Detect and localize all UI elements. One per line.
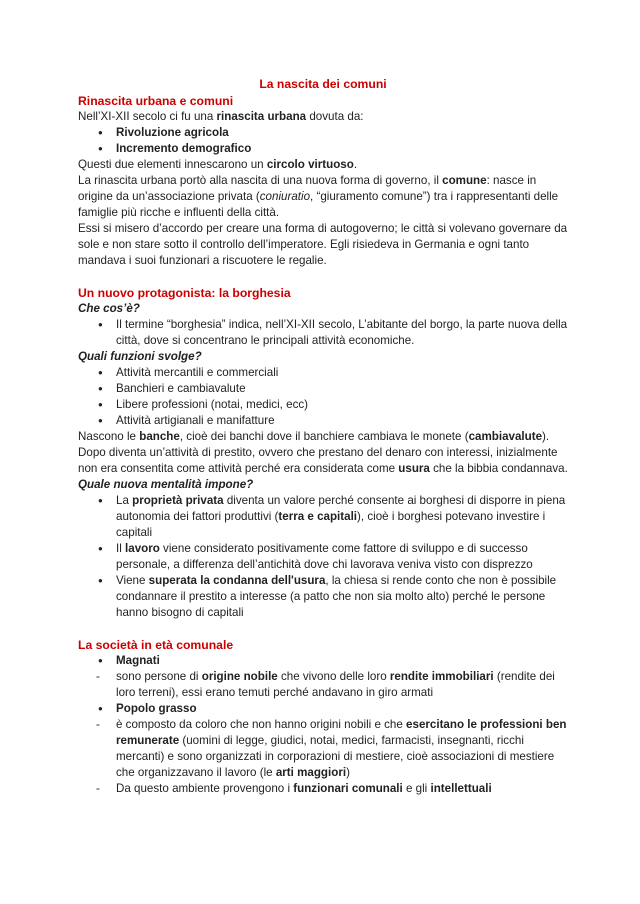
list-item — [78, 541, 568, 573]
bold-text: Popolo grasso — [116, 702, 197, 715]
text: che la bibbia condannava. — [429, 462, 568, 475]
society-list — [78, 653, 568, 797]
bold-text: origine nobile — [201, 670, 278, 683]
list-item: ● Attività mercantili e commerciali — [78, 365, 568, 381]
paragraph: Essi si misero d’accordo per creare una forma di autogoverno; le città si volevano governare da sole e non stare sotto il controllo dell’imperatore. Egli risiedeva in Germania e ogni tanto mandava i suoi funzionari a riscuotere le regalie. — [78, 222, 568, 267]
list-item — [78, 717, 568, 781]
text: Nell’XI-XII secolo ci fu una — [78, 110, 217, 123]
text: , “giuramento comune”) tra i rappresentanti delle famiglie più ricche e influenti della città. — [78, 190, 559, 219]
text: : nasce in origine da un’associazione privata ( — [78, 174, 537, 203]
text: , cioè dei banchi dove il banchiere cambiava le monete ( — [179, 430, 469, 443]
bold-text: banche — [139, 430, 180, 443]
paragraph — [78, 109, 568, 125]
bold-text: Incremento demografico — [116, 142, 252, 155]
text: Nascono le — [78, 430, 140, 443]
bold-text: rinascita urbana — [216, 110, 307, 123]
bold-text: lavoro — [125, 542, 160, 555]
bold-text: proprietà privata — [132, 494, 224, 507]
bold-text: rendite immobiliari — [389, 670, 494, 683]
subheading: Che cos’è? — [78, 302, 140, 315]
subheading: Quali funzioni svolge? — [78, 350, 202, 363]
text: dovuta da: — [306, 110, 364, 123]
text: ), cioè i borghesi potevano investire i capitali — [116, 510, 546, 539]
bold-text: usura — [398, 462, 430, 475]
list-item — [78, 125, 568, 141]
list-item: ● Attività artigianali e manifatture — [78, 413, 568, 429]
bold-text: superata la condanna dell'usura — [148, 574, 326, 587]
bullet-list — [78, 365, 568, 429]
text: che vivono delle loro — [277, 670, 390, 683]
bold-text: circolo virtuoso — [266, 158, 354, 171]
text: viene considerato positivamente come fattore di sviluppo e di successo personale, a differenza dell’antichità dove chi lavorava veniva visto con disprezzo — [116, 542, 533, 571]
text: è composto da coloro che non hanno origini nobili e che — [116, 718, 407, 731]
list-item — [78, 653, 568, 669]
list-item: ● Libere professioni (notai, medici, ecc) — [78, 397, 568, 413]
bold-text: intellettuali — [430, 782, 492, 795]
section-heading-rinascita: Rinascita urbana e comuni — [78, 94, 234, 108]
subheading: Quale nuova mentalità impone? — [78, 478, 254, 491]
bullet-list — [78, 317, 568, 349]
bullet-list — [78, 493, 568, 621]
section-heading-borghesia: Un nuovo protagonista: la borghesia — [78, 286, 291, 300]
text: ). Dopo diventa un’attività di prestito, ovvero che prestano del denaro con interessi, inizialmente non era consentita come attività perché era considerata come — [78, 430, 558, 475]
text: diventa un valore perché consente ai borghesi di disporre in piena autonomia dei fattori produttivi ( — [116, 494, 566, 523]
text: Viene — [116, 574, 149, 587]
bold-text: arti maggiori — [275, 766, 347, 779]
list-item: ● Banchieri e cambiavalute — [78, 381, 568, 397]
text: La rinascita urbana portò alla nascita di una nuova forma di governo, il — [78, 174, 443, 187]
list-item — [78, 701, 568, 717]
bold-text: cambiavalute — [468, 430, 543, 443]
text: e gli — [402, 782, 431, 795]
list-item — [78, 573, 568, 621]
bullet-list — [78, 125, 568, 157]
text: . — [353, 158, 358, 171]
text: Da questo ambiente provengono i — [116, 782, 294, 795]
document-page — [78, 76, 568, 797]
text: Il — [116, 542, 126, 555]
list-item — [78, 493, 568, 541]
paragraph — [78, 173, 568, 221]
document-title: La nascita dei comuni — [259, 77, 387, 91]
text: Questi due elementi innescarono un — [78, 158, 267, 171]
list-item — [78, 669, 568, 701]
text: , la chiesa si rende conto che non è possibile condannare il prestito a interesse (a patto che non sia molto alto) perché le persone hanno bisogno di capitali — [116, 574, 557, 619]
text: ) — [346, 766, 350, 779]
text: (uomini di legge, giudici, notai, medici, farmacisti, insegnanti, ricchi mercanti) e sono organizzati in corporazioni di mestiere, cioè associazioni di mestiere che organizzavano il lavoro (le — [116, 734, 555, 779]
bold-text: Magnati — [116, 654, 160, 667]
text: (rendite dei loro terreni), essi erano temuti perché andavano in giro armati — [116, 670, 555, 699]
text: La — [116, 494, 133, 507]
italic-text: coniuratio — [259, 190, 311, 203]
bold-text: Rivoluzione agricola — [116, 126, 229, 139]
list-item: ● Il termine “borghesia” indica, nell’XI-XII secolo, L’abitante del borgo, la parte nuova della città, dove si concentrano le principali attività economiche. — [78, 317, 568, 349]
paragraph — [78, 157, 568, 173]
list-item — [78, 781, 568, 797]
bold-text: esercitano le professioni ben remunerate — [116, 718, 567, 747]
section-heading-societa: La società in età comunale — [78, 638, 234, 652]
paragraph — [78, 429, 568, 477]
bold-text: funzionari comunali — [293, 782, 403, 795]
list-item — [78, 141, 568, 157]
bold-text: comune — [442, 174, 487, 187]
bold-text: terra e capitali — [278, 510, 358, 523]
text: sono persone di — [116, 670, 202, 683]
